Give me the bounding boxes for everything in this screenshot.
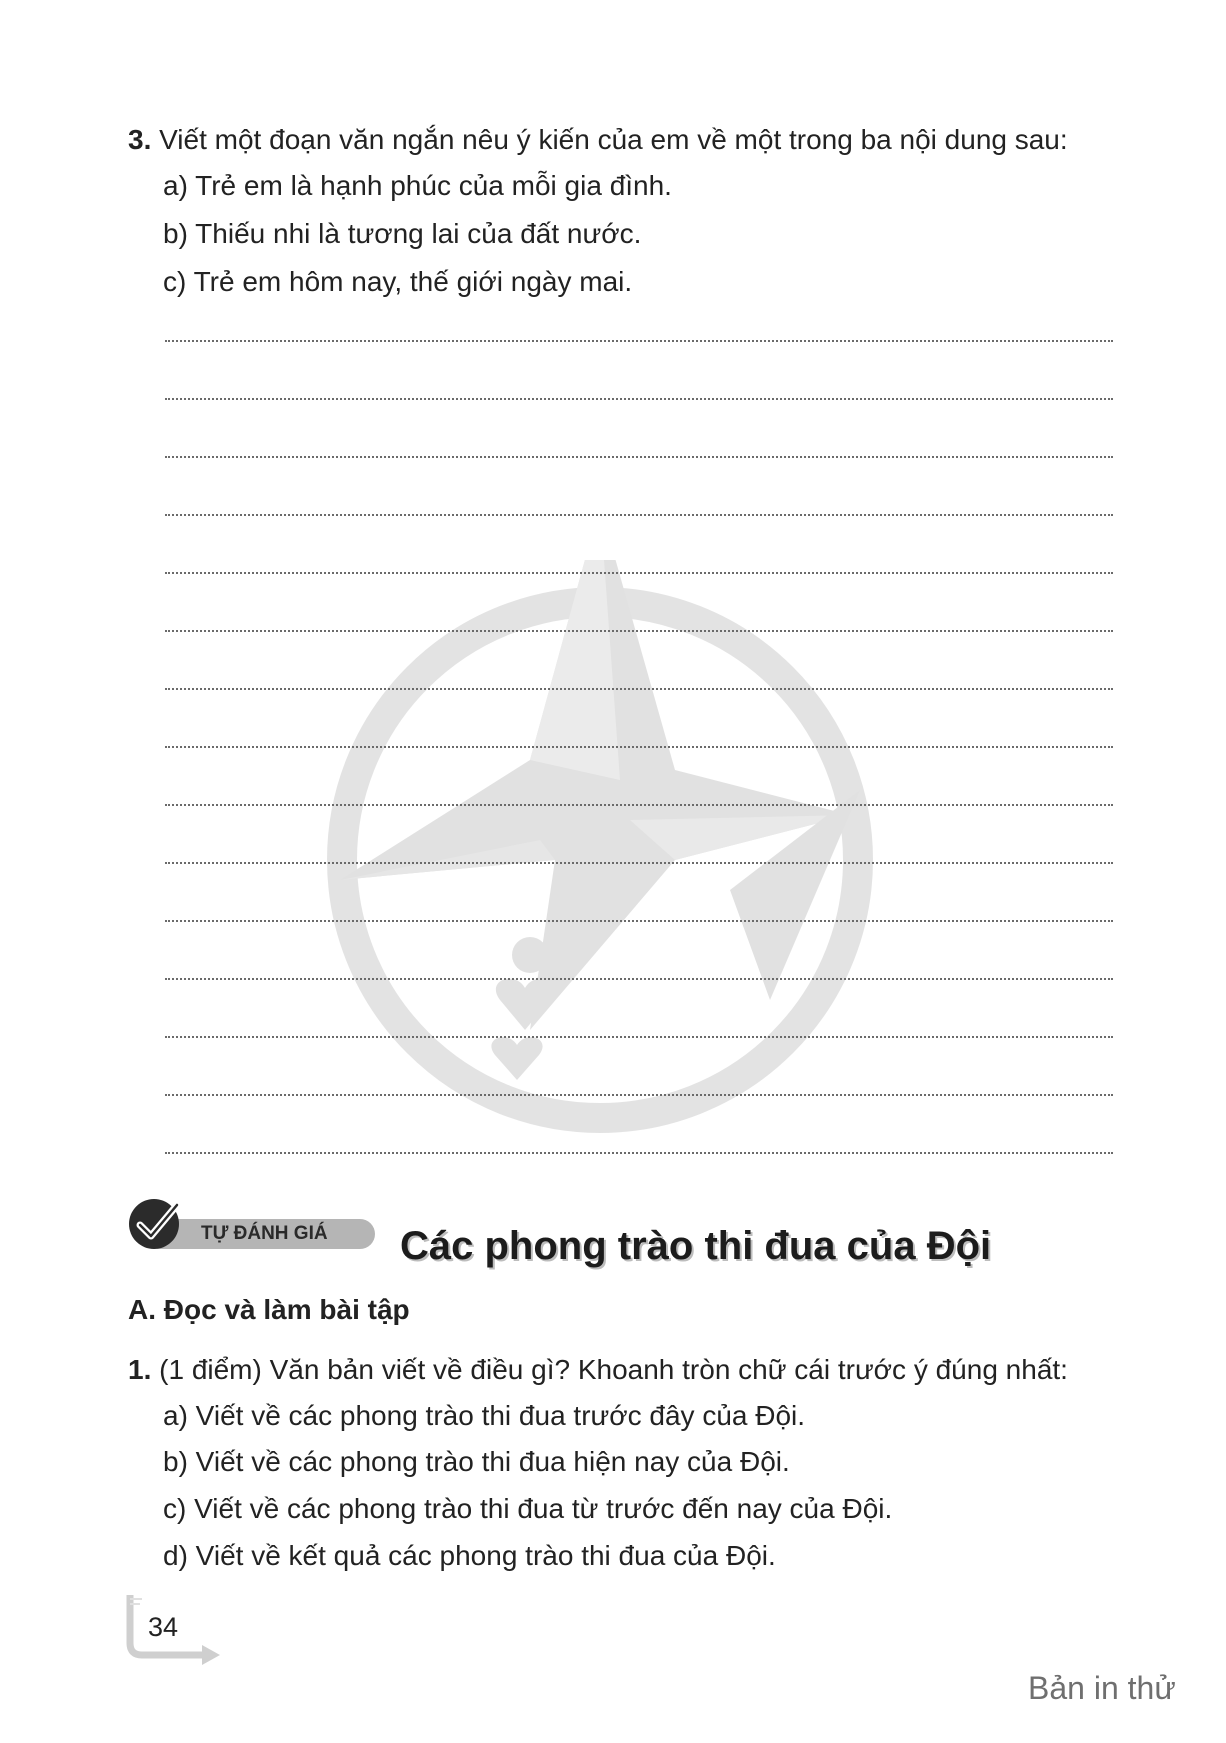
question-1-option-b[interactable]: b) Viết về các phong trào thi đua hiện nay của Đội. [163, 1446, 790, 1477]
answer-line[interactable] [165, 340, 1113, 342]
checkmark-badge-icon [127, 1195, 183, 1251]
answer-line[interactable] [165, 978, 1113, 980]
section-title: Các phong trào thi đua của Đội [400, 1224, 992, 1268]
question-1-prompt [128, 1352, 1068, 1388]
answer-line[interactable] [165, 514, 1113, 516]
answer-line[interactable] [165, 804, 1113, 806]
question-1-option-d[interactable]: d) Viết về kết quả các phong trào thi đua của Đội. [163, 1540, 776, 1571]
answer-line[interactable] [165, 398, 1113, 400]
question-1-number: 1. [128, 1354, 152, 1385]
answer-line[interactable] [165, 862, 1113, 864]
answer-line[interactable] [165, 920, 1113, 922]
answer-line[interactable] [165, 1094, 1113, 1096]
question-3-option-b: b) Thiếu nhi là tương lai của đất nước. [163, 218, 642, 249]
answer-line[interactable] [165, 688, 1113, 690]
answer-lines[interactable] [165, 340, 1113, 1210]
answer-line[interactable] [165, 1152, 1113, 1154]
answer-line[interactable] [165, 746, 1113, 748]
question-3-option-c: c) Trẻ em hôm nay, thế giới ngày mai. [163, 266, 633, 297]
question-1-option-c[interactable]: c) Viết về các phong trào thi đua từ trước đến nay của Đội. [163, 1493, 893, 1524]
question-1-option-a[interactable]: a) Viết về các phong trào thi đua trước đây của Đội. [163, 1400, 806, 1431]
page-number: 34 [148, 1612, 179, 1642]
question-3-option-a: a) Trẻ em là hạnh phúc của mỗi gia đình. [163, 170, 672, 201]
self-assessment-badge [127, 1195, 375, 1259]
answer-line[interactable] [165, 1036, 1113, 1038]
question-3-text: Viết một đoạn văn ngắn nêu ý kiến của em về một trong ba nội dung sau: [151, 124, 1068, 155]
answer-line[interactable] [165, 572, 1113, 574]
question-1-text: (1 điểm) Văn bản viết về điều gì? Khoanh tròn chữ cái trước ý đúng nhất: [151, 1354, 1068, 1385]
answer-line[interactable] [165, 630, 1113, 632]
question-3-number: 3. [128, 124, 152, 155]
question-3-prompt [128, 122, 1068, 158]
answer-line[interactable] [165, 456, 1113, 458]
print-note: Bản in thử [1028, 1670, 1176, 1706]
section-subheading: A. Đọc và làm bài tập [128, 1294, 410, 1325]
badge-label: TỰ ĐÁNH GIÁ [201, 1223, 328, 1244]
